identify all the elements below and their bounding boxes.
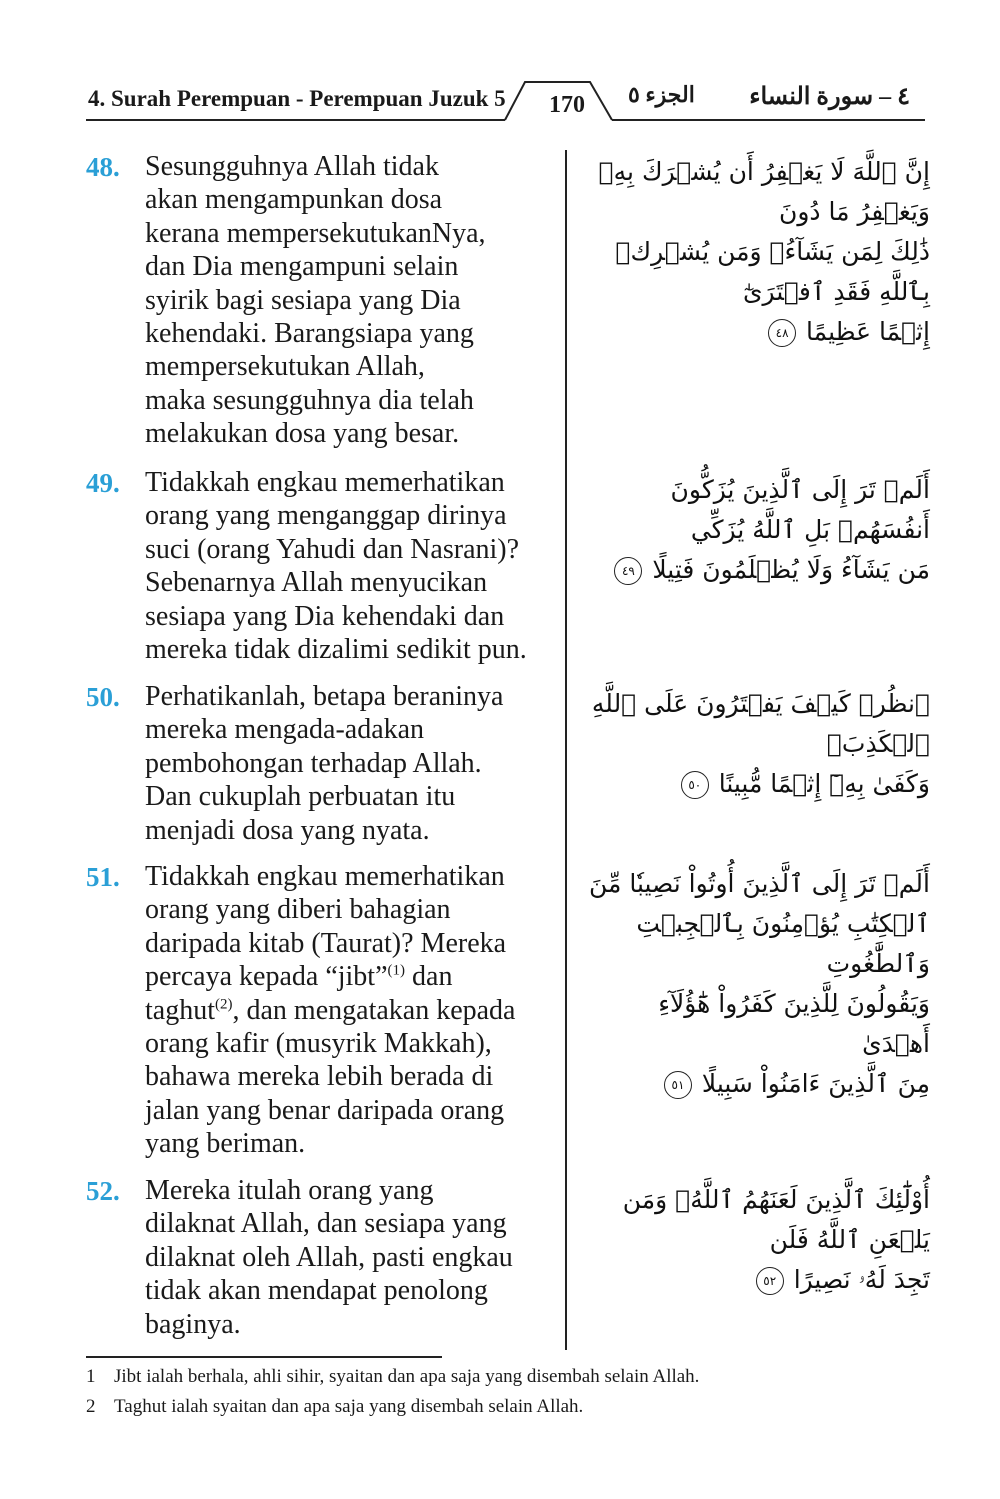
verse-translation: Tidakkah engkau memerhatikan orang yang menganggap dirinya suci (orang Yahudi dan Nasrani)? Sebenarnya Allah menyucikan sesiapa yang Dia kehendaki dan mereka tidak dizalimi sedikit pun. (145, 467, 527, 666)
page-header (0, 0, 1000, 130)
verse-arabic (585, 470, 930, 590)
verse-arabic (585, 1180, 930, 1300)
footnote (86, 1366, 699, 1388)
ayah-number-icon: ٥٢ (756, 1267, 784, 1295)
arabic-text: إِنَّ ٱللَّهَ لَا يَغۡفِرُ أَن يُشۡرَكَ بِهِۦ وَيَغۡفِرُ مَا دُونَ ذَٰلِكَ لِمَن يَشَآءُۚ وَمَن يُشۡرِكۡ بِٱللَّهِ فَقَدِ ٱفۡتَرَىٰٓ إِثۡمًا عَظِيمًا (598, 157, 930, 346)
verse-arabic (585, 684, 930, 804)
verse-translation: Tidakkah engkau memerhatikan orang yang diberi bahagian daripada kitab (Taurat)? Mereka percaya kepada “jibt”$^{(1)}$ dan taghut$^{(2)}$, dan mengatakan kepada orang kafir (musyrik Makkah), bahawa mereka lebih berada di jalan yang benar daripada orang yang beriman. (145, 861, 516, 1160)
header-juz-arabic: الجزء ٥ (628, 82, 695, 107)
header-surah-arabic: ٤ – سورة النساء (749, 84, 910, 110)
ayah-number-icon: ٤٨ (768, 319, 796, 347)
arabic-text: أَلَمۡ تَرَ إِلَى ٱلَّذِينَ يُزَكُّونَ أَنفُسَهُمۚ بَلِ ٱللَّهُ يُزَكِّي مَن يَشَآءُ وَلَا يُظۡلَمُونَ فَتِيلًا (652, 475, 930, 584)
column-divider (565, 150, 567, 1350)
verse-translation: Perhatikanlah, betapa beraninya mereka mengada-adakan pembohongan terhadap Allah. Dan cukuplah perbuatan itu menjadi dosa yang nyata. (145, 681, 504, 846)
verse-translation: Sesungguhnya Allah tidak akan mengampunkan dosa kerana mempersekutukanNya, dan Dia mengampuni selain syirik bagi sesiapa yang Dia kehendaki. Barangsiapa yang mempersekutukan Allah, maka sesungguhnya dia telah melakukan dosa yang besar. (145, 151, 486, 450)
footnote-text: Taghut ialah syaitan dan apa saja yang disembah selain Allah. (114, 1396, 584, 1417)
page-number: 170 (549, 92, 585, 118)
verse-number: 49. (86, 468, 120, 498)
ayah-number-icon: ٤٩ (614, 557, 642, 585)
verse-arabic (585, 152, 930, 352)
footnote-number: 1 (86, 1366, 96, 1387)
footnote-number: 2 (86, 1396, 96, 1417)
footnote-text: Jibt ialah berhala, ahli sihir, syaitan dan apa saja yang disembah selain Allah. (114, 1366, 700, 1387)
arabic-text: أُوْلَٰٓئِكَ ٱلَّذِينَ لَعَنَهُمُ ٱللَّهُۖ وَمَن يَلۡعَنِ ٱللَّهُ فَلَن تَجِدَ لَهُۥ نَصِيرًا (622, 1185, 930, 1294)
ayah-number-icon: ٥١ (664, 1071, 692, 1099)
verse-number: 51. (86, 862, 120, 892)
verse-number: 52. (86, 1176, 120, 1206)
ayah-number-icon: ٥٠ (681, 771, 709, 799)
verse-translation: Mereka itulah orang yang dilaknat Allah, dan sesiapa yang dilaknat oleh Allah, pasti engkau tidak akan mendapat penolong baginya. (145, 1175, 513, 1340)
verse-arabic (585, 864, 930, 1104)
footnote (86, 1396, 583, 1418)
arabic-text: ٱنظُرۡ كَيۡفَ يَفۡتَرُونَ عَلَى ٱللَّهِ ٱلۡكَذِبَۖ وَكَفَىٰ بِهِۦٓ إِثۡمًا مُّبِينًا (591, 689, 930, 798)
arabic-text: أَلَمۡ تَرَ إِلَى ٱلَّذِينَ أُوتُواْ نَصِيبٗا مِّنَ ٱلۡكِتَٰبِ يُؤۡمِنُونَ بِٱلۡجِبۡتِ وَٱلطَّٰغُوتِ وَيَقُولُونَ لِلَّذِينَ كَفَرُواْ هَٰٓؤُلَآءِ أَهۡدَىٰ مِنَ ٱلَّذِينَ ءَامَنُواْ سَبِيلًا (588, 869, 930, 1098)
verse-number: 50. (86, 682, 120, 712)
header-title: 4. Surah Perempuan - Perempuan Juzuk 5 (88, 86, 506, 111)
footnote-rule (86, 1356, 442, 1358)
verse-number: 48. (86, 152, 120, 182)
